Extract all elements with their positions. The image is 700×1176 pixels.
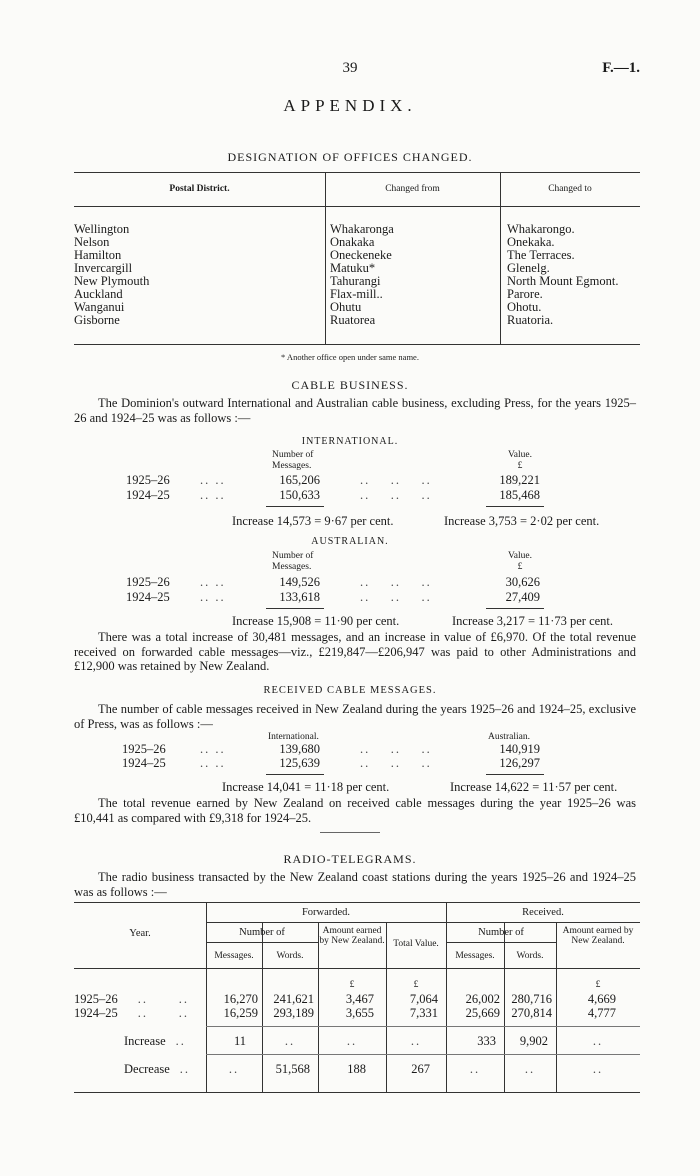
table-row: Nelson xyxy=(74,235,110,249)
aus-messages: 133,618 xyxy=(279,590,320,604)
cable-title: CABLE BUSINESS. xyxy=(291,378,409,392)
changed-from: Tahurangi xyxy=(330,274,381,288)
offices-col-to: Changed to xyxy=(548,184,592,194)
changed-to: North Mount Egmont. xyxy=(507,274,619,288)
received-australian: 126,297 xyxy=(499,756,540,770)
cable-summary: There was a total increase of 30,481 messages, and an increase in value of £6,970. Of the total revenue received on forwarded cable messages—viz., £219,847—£206,947 was paid to other Administrations and £12,900 was retained by New Zealand. xyxy=(74,630,636,673)
radio-title: RADIO-TELEGRAMS. xyxy=(283,852,417,866)
intl-increase-messages: Increase 14,573 = 9·67 per cent. xyxy=(232,514,394,528)
radio-inc-r-msgs: 333 xyxy=(477,1034,496,1048)
offices-col-from: Changed from xyxy=(385,184,440,194)
radio-head-f-words: Words. xyxy=(276,951,304,961)
table-row: Decrease .. xyxy=(124,1062,191,1076)
aus-year: 1924–25 xyxy=(126,590,170,604)
international-label: INTERNATIONAL. xyxy=(301,436,399,447)
received-australian: 140,919 xyxy=(499,742,540,756)
radio-r-words: 270,814 xyxy=(511,1006,552,1020)
intl-sum-rule-1 xyxy=(266,506,324,507)
aus-value: 27,409 xyxy=(505,590,540,604)
intl-value: 185,468 xyxy=(499,488,540,502)
received-sum-rule-1 xyxy=(266,774,324,775)
radio-head-forwarded: Forwarded. xyxy=(301,907,351,918)
radio-inc-f-msgs: 11 xyxy=(233,1034,246,1048)
received-year: 1925–26 xyxy=(122,742,166,756)
radio-f-total: 7,331 xyxy=(409,1006,438,1020)
table-row: 1924–25 .. .. xyxy=(74,1006,189,1020)
aus-sum-rule-2 xyxy=(486,608,544,609)
intl-increase-value: Increase 3,753 = 2·02 per cent. xyxy=(444,514,600,528)
received-intro: The number of cable messages received in New Zealand during the years 1925–26 and 1924–25, exclusive of Press, was as follows :— xyxy=(74,702,636,731)
table-row: 1925–26 .. .. xyxy=(74,992,189,1006)
changed-to: Whakarongo. xyxy=(507,222,575,236)
offices-divider-1 xyxy=(325,172,326,344)
aus-col2-head: Value. £ xyxy=(507,551,532,572)
intl-messages: 165,206 xyxy=(279,473,320,487)
radio-r-msgs: 26,002 xyxy=(465,992,500,1006)
section-divider xyxy=(320,832,380,833)
table-row: Auckland xyxy=(74,287,123,301)
radio-inc-r-words: 9,902 xyxy=(519,1034,548,1048)
table-row: Wellington xyxy=(74,222,130,236)
radio-dec-f-amt: 188 xyxy=(347,1062,366,1076)
cable-intro: The Dominion's outward International and Australian cable business, excluding Press, for the years 1925–26 and 1924–25 was as follows :— xyxy=(74,396,636,425)
radio-f-amt: 3,467 xyxy=(345,992,374,1006)
radio-dec-f-words: 51,568 xyxy=(275,1062,310,1076)
radio-head-f-number: Number of xyxy=(239,927,285,938)
radio-dec-f-total: 267 xyxy=(411,1062,430,1076)
aus-year: 1925–26 xyxy=(126,575,170,589)
radio-group-rule xyxy=(206,922,640,923)
australian-label: AUSTRALIAN. xyxy=(311,536,389,547)
radio-f-words: 293,189 xyxy=(273,1006,314,1020)
changed-from: Onakaka xyxy=(330,235,375,249)
report-id: F.—1. xyxy=(602,60,640,76)
table-row: Hamilton xyxy=(74,248,122,262)
changed-from: Ruatorea xyxy=(330,313,376,327)
intl-value: 189,221 xyxy=(499,473,540,487)
received-title: RECEIVED CABLE MESSAGES. xyxy=(263,685,437,696)
offices-divider-2 xyxy=(500,172,501,344)
received-year: 1924–25 xyxy=(122,756,166,770)
radio-top-rule xyxy=(74,902,640,903)
offices-col-district: Postal District. xyxy=(169,184,230,194)
intl-year: 1925–26 xyxy=(126,473,170,487)
aus-col1-head: Number of Messages. xyxy=(272,551,314,572)
radio-intro: The radio business transacted by the New Zealand coast stations during the years 1925–26 and 1924–25 was as follows :— xyxy=(74,870,636,899)
received-international: 125,639 xyxy=(279,756,320,770)
received-summary: The total revenue earned by New Zealand on received cable messages during the year 1925–26 was £10,441 as compared with £9,318 for 1924–25. xyxy=(74,796,636,825)
changed-to: Glenelg. xyxy=(507,261,550,275)
received-international: 139,680 xyxy=(279,742,320,756)
radio-head-r-words: Words. xyxy=(516,951,544,961)
radio-f-words: 241,621 xyxy=(273,992,314,1006)
radio-r-amt: 4,669 xyxy=(587,992,616,1006)
table-row: New Plymouth xyxy=(74,274,150,288)
appendix-title: APPENDIX. xyxy=(283,96,417,115)
intl-messages: 150,633 xyxy=(279,488,320,502)
radio-rnum-rule xyxy=(446,942,556,943)
received-sum-rule-2 xyxy=(486,774,544,775)
radio-head-year: Year. xyxy=(129,928,151,939)
radio-bottom-rule xyxy=(74,1092,640,1093)
radio-head-f-amount: Amount earned by New Zealand. xyxy=(319,926,385,946)
received-increase-international: Increase 14,041 = 11·18 per cent. xyxy=(222,780,390,794)
offices-footnote: * Another office open under same name. xyxy=(281,352,419,362)
radio-inc-rule xyxy=(206,1054,640,1055)
offices-bottom-rule xyxy=(74,344,640,345)
table-row: Increase .. xyxy=(124,1034,186,1048)
radio-r-words: 280,716 xyxy=(511,992,552,1006)
changed-from: Oneckeneke xyxy=(330,248,392,262)
radio-pound-ftotal: £ xyxy=(413,980,419,990)
offices-header-rule xyxy=(74,206,640,207)
changed-from: Flax-mill.. xyxy=(330,287,383,301)
radio-f-msgs: 16,270 xyxy=(223,992,258,1006)
table-row: Gisborne xyxy=(74,313,120,327)
changed-from: Whakaronga xyxy=(330,222,394,236)
aus-increase-value: Increase 3,217 = 11·73 per cent. xyxy=(452,614,614,628)
intl-col2-head: Value. £ xyxy=(507,450,532,471)
radio-sum-rule xyxy=(206,1026,640,1027)
radio-r-msgs: 25,669 xyxy=(465,1006,500,1020)
table-row: Invercargill xyxy=(74,261,133,275)
intl-col1-head: Number of Messages. xyxy=(272,450,314,471)
page-number: 39 xyxy=(342,60,358,76)
radio-pound-ramt: £ xyxy=(595,980,601,990)
changed-to: Onekaka. xyxy=(507,235,555,249)
intl-sum-rule-2 xyxy=(486,506,544,507)
radio-head-r-messages: Messages. xyxy=(455,951,495,961)
radio-head-received: Received. xyxy=(522,907,564,918)
radio-f-msgs: 16,259 xyxy=(223,1006,258,1020)
radio-head-r-number: Number of xyxy=(478,927,524,938)
radio-f-total: 7,064 xyxy=(409,992,438,1006)
changed-to: Ohotu. xyxy=(507,300,542,314)
radio-head-r-amount: Amount earned by New Zealand. xyxy=(562,926,634,946)
aus-messages: 149,526 xyxy=(279,575,320,589)
received-col-australian: Australian. xyxy=(488,732,530,742)
aus-value: 30,626 xyxy=(505,575,540,589)
radio-r-amt: 4,777 xyxy=(587,1006,616,1020)
received-increase-australian: Increase 14,622 = 11·57 per cent. xyxy=(450,780,618,794)
radio-head-total: Total Value. xyxy=(393,939,439,949)
table-row: Wanganui xyxy=(74,300,125,314)
radio-head-f-messages: Messages. xyxy=(214,951,254,961)
intl-year: 1924–25 xyxy=(126,488,170,502)
received-col-international: International. xyxy=(268,732,319,742)
radio-pound-famt: £ xyxy=(349,980,355,990)
changed-to: Parore. xyxy=(507,287,543,301)
changed-to: The Terraces. xyxy=(507,248,575,262)
changed-from: Ohutu xyxy=(330,300,362,314)
offices-title: DESIGNATION OF OFFICES CHANGED. xyxy=(227,150,473,164)
radio-fnum-rule xyxy=(206,942,318,943)
changed-to: Ruatoria. xyxy=(507,313,554,327)
radio-f-amt: 3,655 xyxy=(345,1006,374,1020)
changed-from: Matuku* xyxy=(330,261,376,275)
offices-top-rule xyxy=(74,172,640,173)
radio-header-rule xyxy=(74,968,640,969)
aus-increase-messages: Increase 15,908 = 11·90 per cent. xyxy=(232,614,400,628)
aus-sum-rule-1 xyxy=(266,608,324,609)
